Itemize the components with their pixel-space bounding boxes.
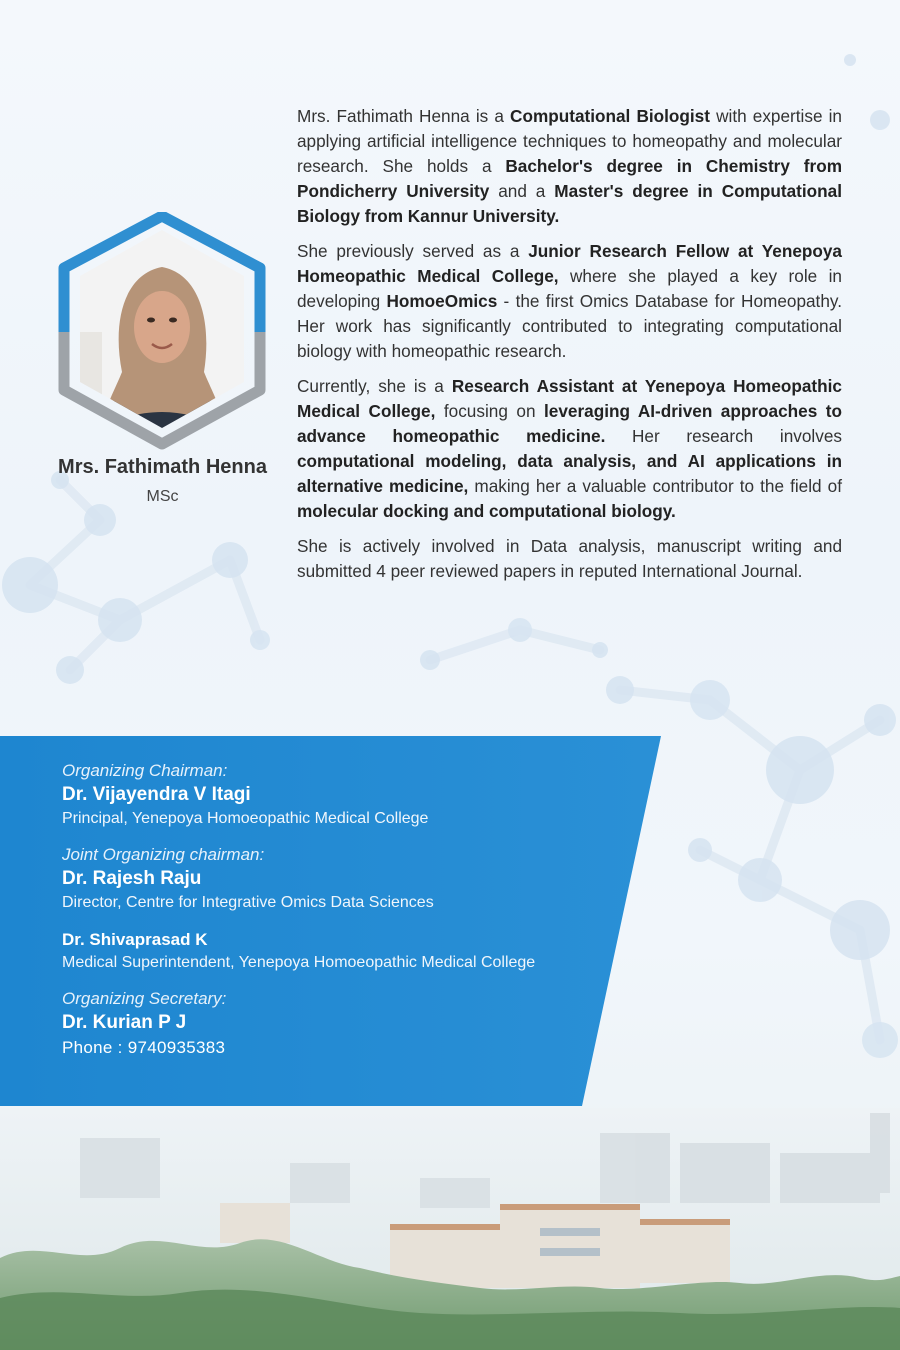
bio-text: She previously served as a (297, 241, 529, 261)
member-name: Dr. Rajesh Raju (62, 868, 202, 889)
bio-highlight: Junior Research Fellow at Yenepoya Homeopathic Medical College, (297, 241, 842, 286)
member-designation: Medical Superintendent, Yenepoya Homoeopathic Medical College (62, 954, 536, 971)
organizing-committee (62, 760, 622, 1074)
bio-highlight: HomoeOmics (386, 291, 498, 311)
avatar (52, 212, 272, 452)
bio-text: with expertise in applying artificial intelligence techniques to homeopathy and molecular research. She holds a (297, 106, 842, 176)
committee-member (62, 928, 622, 974)
bio-paragraph (297, 104, 842, 229)
member-name: Dr. Vijayendra V Itagi (62, 784, 251, 805)
bio-text: focusing on (435, 401, 544, 421)
bio-text: Her research involves (605, 426, 842, 446)
profile-name: Mrs. Fathimath Henna (58, 456, 267, 478)
profile-degree: MSc (146, 488, 179, 505)
bio-highlight: molecular docking and computational biology. (297, 501, 676, 521)
biography-text (297, 104, 842, 594)
bio-paragraph (297, 534, 842, 584)
bio-text: Mrs. Fathimath Henna is a (297, 106, 511, 126)
bio-highlight: computational modeling, data analysis, and AI applications in alternative medicine, (297, 451, 842, 496)
role-label: Organizing Secretary: (62, 989, 227, 1008)
bio-text: Currently, she is a (297, 376, 452, 396)
bio-text: where she played a key role in developing (297, 266, 842, 311)
role-label: Organizing Chairman: (62, 761, 228, 780)
bio-text: and a (489, 181, 555, 201)
member-designation: Principal, Yenepoya Homoeopathic Medical College (62, 810, 429, 827)
bio-highlight: Computational Biologist (510, 106, 710, 126)
committee-secretary (62, 988, 622, 1060)
committee-chairman (62, 760, 622, 830)
bio-highlight: Research Assistant at Yenepoya Homeopathic Medical College, (297, 376, 842, 421)
profile-photo-frame (52, 212, 272, 452)
bio-paragraph (297, 239, 842, 364)
bio-paragraph (297, 374, 842, 524)
bio-text: making her a valuable contributor to the field of (468, 476, 842, 496)
bio-text: She is actively involved in Data analysis, manuscript writing and submitted 4 peer reviewed papers in reputed International Journal. (297, 536, 842, 581)
member-name: Dr. Kurian P J (62, 1012, 187, 1033)
campus-aerial-view (0, 1108, 900, 1350)
committee-joint-chairman (62, 844, 622, 914)
phone-number: Phone : 9740935383 (62, 1038, 226, 1057)
member-name: Dr. Shivaprasad K (62, 930, 208, 949)
member-designation: Director, Centre for Integrative Omics Data Sciences (62, 894, 434, 911)
bio-highlight: Master's degree in Computational Biology from Kannur University. (297, 181, 842, 226)
bio-text: - the first Omics Database for Homeopathy. Her work has significantly contributed to integrating computational biology with homeopathic research. (297, 291, 842, 361)
bio-highlight: leveraging AI-driven approaches to advance homeopathic medicine. (297, 401, 842, 446)
role-label: Joint Organizing chairman: (62, 845, 265, 864)
bio-highlight: Bachelor's degree in Chemistry from Pondicherry University (297, 156, 842, 201)
